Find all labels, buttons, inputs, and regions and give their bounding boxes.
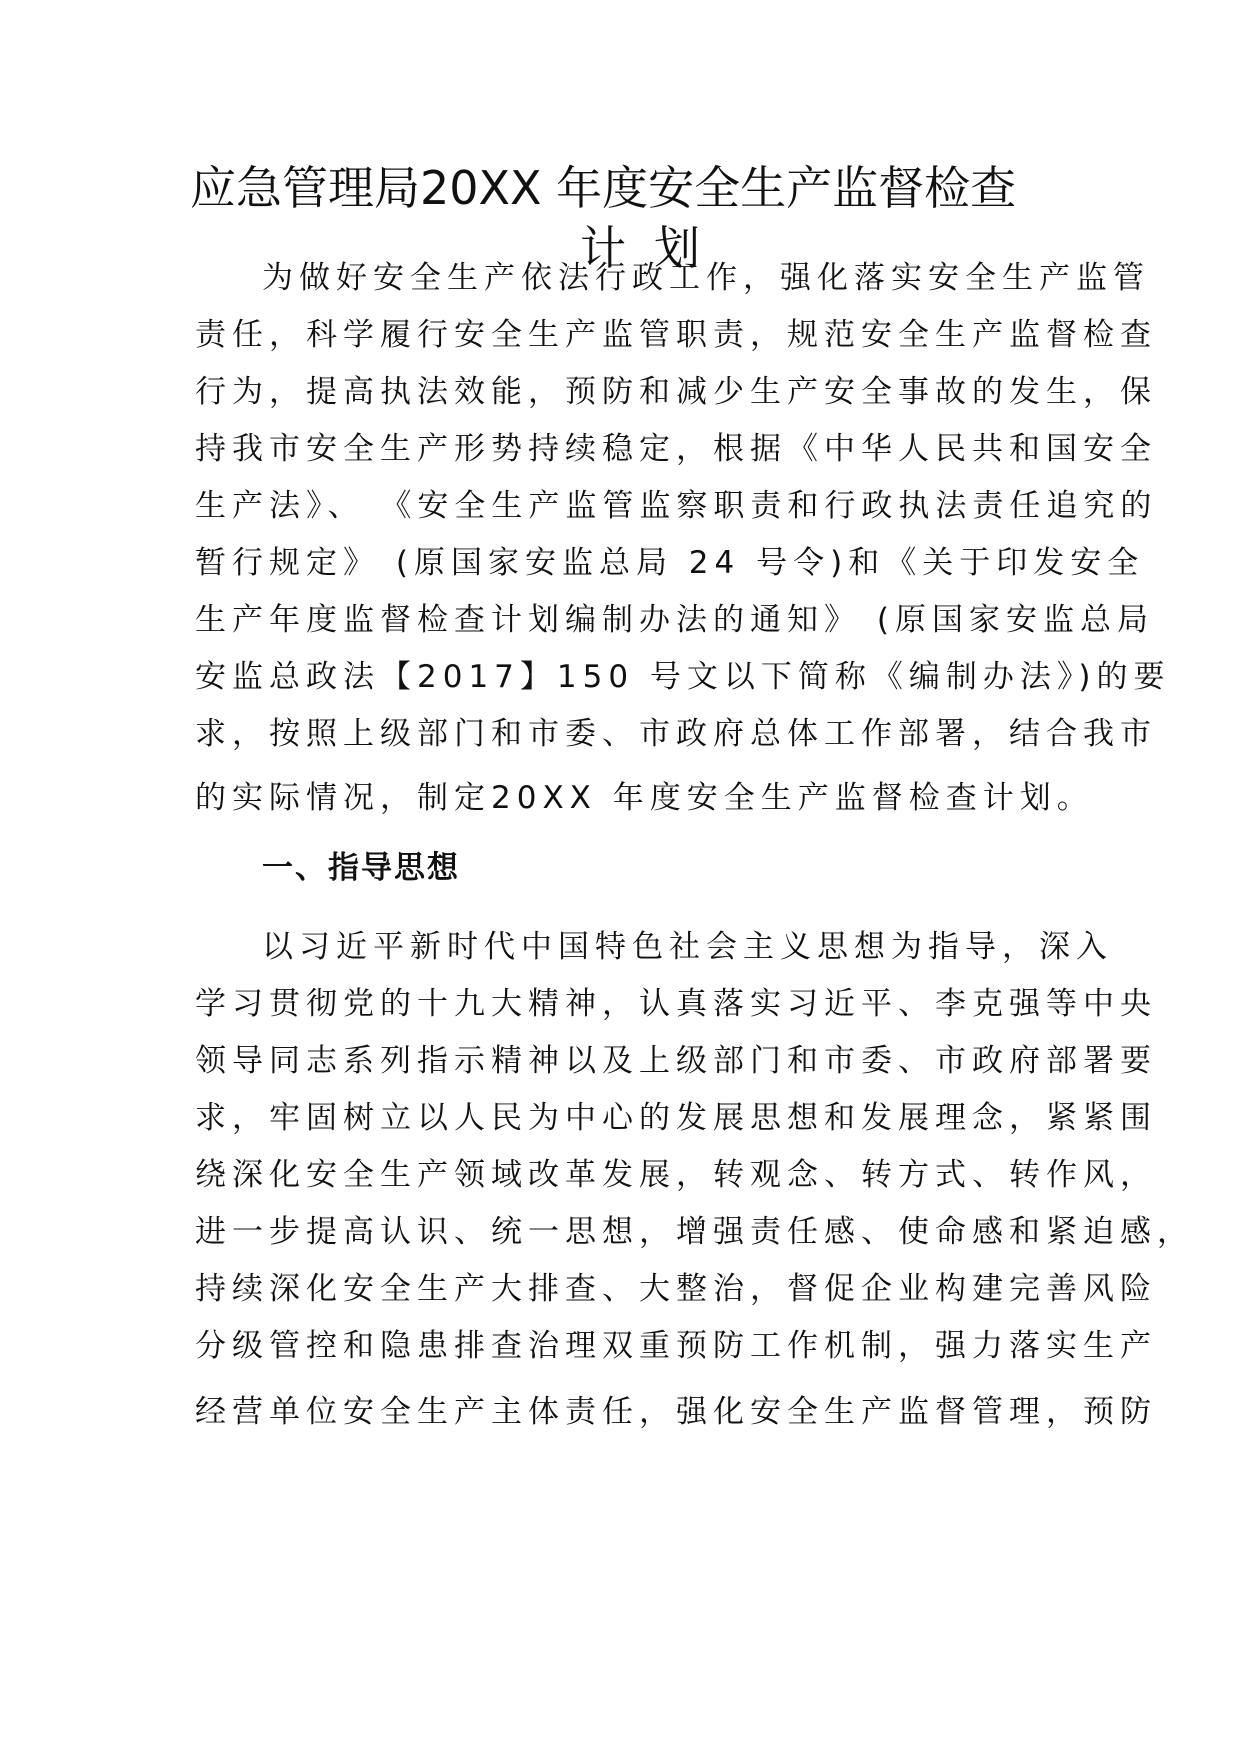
section-line: 以习近平新时代中国特色社会主义思想为指导，深入 bbox=[262, 929, 1113, 965]
intro-line: 求，按照上级部门和市委、市政府总体工作部署，结合我市 bbox=[195, 716, 1157, 752]
section-line: 求，牢固树立以人民为中心的发展思想和发展理念，紧紧围 bbox=[195, 1100, 1157, 1136]
document-title-line-1: 应急管理局20XX 年度安全生产监督检查 bbox=[190, 161, 1017, 215]
document-title-line-2: 计划 bbox=[580, 221, 728, 275]
intro-line: 行为，提高执法效能，预防和减少生产安全事故的发生，保 bbox=[195, 374, 1157, 410]
section-line: 经营单位安全生产主体责任，强化安全生产监督管理，预防 bbox=[195, 1394, 1157, 1430]
section-line: 持续深化安全生产大排查、大整治，督促企业构建完善风险 bbox=[195, 1271, 1157, 1307]
intro-line: 的实际情况，制定20XX 年度安全生产监督检查计划。 bbox=[195, 780, 1094, 816]
intro-line: 责任，科学履行安全生产监管职责，规范安全生产监督检查 bbox=[195, 317, 1157, 353]
section-line: 绕深化安全生产领域改革发展，转观念、转方式、转作风， bbox=[195, 1157, 1157, 1193]
intro-line: 安监总政法【2017】150 号文以下简称《编制办法》)的要 bbox=[195, 659, 1171, 695]
intro-line: 生产法》、 《安全生产监管监察职责和行政执法责任追究的 bbox=[195, 488, 1158, 524]
section-heading: 一、指导思想 bbox=[262, 850, 460, 886]
intro-line: 为做好安全生产依法行政工作，强化落实安全生产监管 bbox=[262, 260, 1150, 296]
intro-line: 暂行规定》 (原国家安监总局 24 号令)和《关于印发安全 bbox=[195, 545, 1145, 581]
section-line: 学习贯彻党的十九大精神，认真落实习近平、李克强等中央 bbox=[195, 986, 1157, 1022]
section-line: 分级管控和隐患排查治理双重预防工作机制，强力落实生产 bbox=[195, 1328, 1157, 1364]
section-line: 领导同志系列指示精神以及上级部门和市委、市政府部署要 bbox=[195, 1043, 1157, 1079]
intro-line: 生产年度监督检查计划编制办法的通知》 (原国家安监总局 bbox=[195, 602, 1154, 638]
intro-line: 持我市安全生产形势持续稳定，根据《中华人民共和国安全 bbox=[195, 431, 1157, 467]
section-line: 进一步提高认识、统一思想，增强责任感、使命感和紧迫感， bbox=[195, 1214, 1194, 1250]
